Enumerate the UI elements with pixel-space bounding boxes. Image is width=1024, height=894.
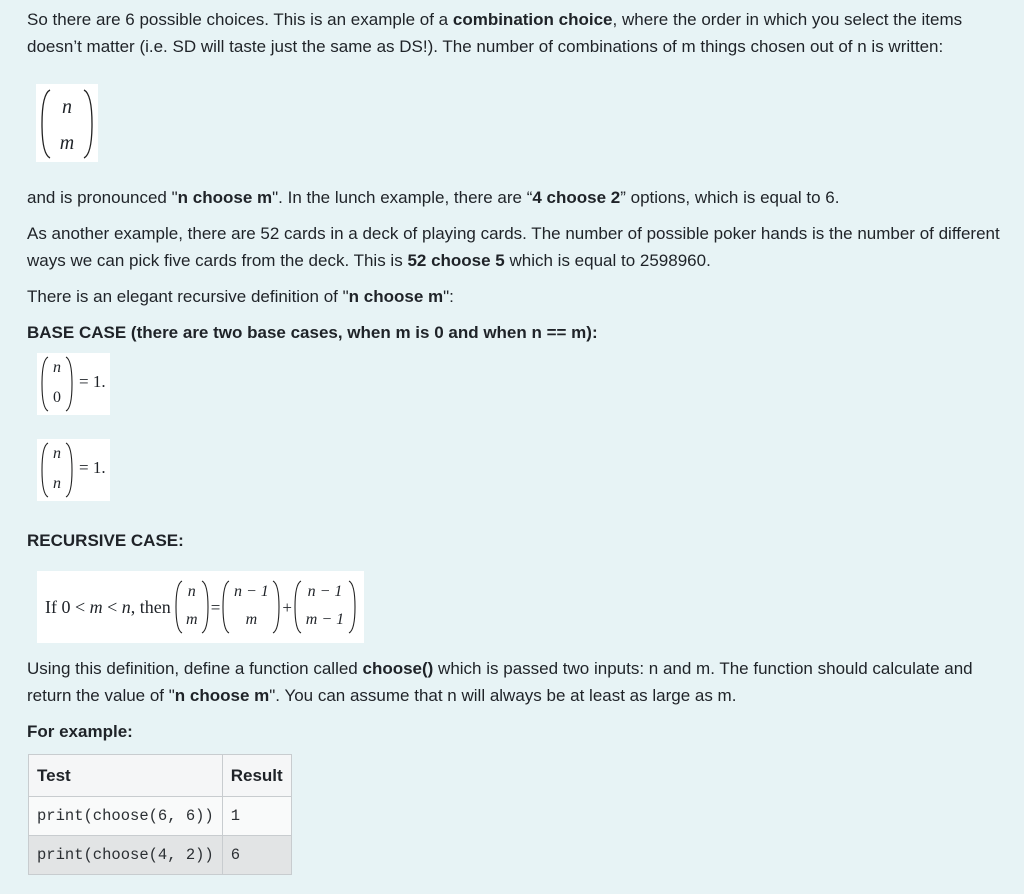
binom-bottom: m	[245, 611, 258, 628]
example-heading	[27, 718, 1014, 745]
right-paren	[201, 579, 209, 635]
var-n: n	[121, 596, 131, 617]
bold-term: 4 choose 2	[532, 188, 621, 207]
left-paren	[175, 579, 183, 635]
column-header-result: Result	[222, 755, 291, 797]
bold-term: choose()	[362, 659, 434, 678]
example-table	[28, 754, 292, 875]
binom-bottom: 0	[53, 389, 61, 406]
binom-bottom: m	[59, 132, 75, 154]
text-span: ". You can assume that n will always be at least as large as m.	[269, 686, 737, 705]
column-header-test: Test	[29, 755, 223, 797]
right-paren	[272, 579, 280, 635]
heading-text: RECURSIVE CASE:	[27, 531, 184, 550]
table-row	[29, 797, 292, 836]
left-paren	[41, 441, 49, 499]
table-row	[29, 836, 292, 875]
binomial-lhs	[175, 579, 209, 635]
binom-top: n − 1	[307, 583, 343, 600]
task-paragraph	[27, 655, 1014, 709]
bold-term: n choose m	[177, 188, 273, 207]
equals-sign: =	[210, 597, 221, 617]
var-m: m	[89, 596, 103, 617]
binom-bottom: m	[186, 611, 198, 628]
text-span: ":	[443, 287, 454, 306]
pronunciation-paragraph	[27, 184, 1014, 211]
base-case-heading	[27, 319, 1014, 346]
text-span: Using this definition, define a function called	[27, 659, 363, 678]
binom-top: n	[53, 359, 61, 376]
binom-bottom: n	[53, 475, 61, 492]
equals-one: = 1.	[79, 457, 106, 477]
binom-bottom: m − 1	[305, 611, 345, 628]
poker-example-paragraph	[27, 220, 1014, 274]
text-span: which is equal to 2598960.	[504, 251, 711, 270]
binomial-n-choose-0	[41, 355, 73, 413]
right-paren	[348, 579, 356, 635]
equals-one: = 1.	[79, 371, 106, 391]
left-paren	[40, 88, 52, 160]
left-paren	[222, 579, 230, 635]
text-span: If 0 <	[45, 596, 90, 617]
text-span: <	[102, 596, 122, 617]
left-paren	[41, 355, 49, 413]
result-cell: 1	[222, 797, 291, 836]
binom-top: n	[53, 445, 61, 462]
text-span: There is an elegant recursive definition of "	[27, 287, 349, 306]
intro-paragraph	[27, 6, 1014, 60]
test-cell: print(choose(4, 2))	[29, 836, 223, 875]
recursive-intro-paragraph	[27, 283, 1014, 310]
binom-top: n	[62, 96, 72, 118]
right-paren	[82, 88, 94, 160]
binom-top: n	[187, 583, 196, 600]
text-span: and is pronounced "	[27, 188, 178, 207]
binom-top: n − 1	[233, 583, 269, 600]
test-cell: print(choose(6, 6))	[29, 797, 223, 836]
text-span: So there are 6 possible choices. This is an example of a	[27, 10, 453, 29]
binomial-n-choose-n	[41, 441, 73, 499]
table-header-row	[29, 755, 292, 797]
binomial-term-2	[294, 579, 356, 635]
text-span: , then	[130, 596, 171, 617]
left-paren	[294, 579, 302, 635]
base-case-2-image	[37, 439, 110, 501]
base-case-1-image	[37, 353, 110, 415]
bold-term: n choose m	[174, 686, 270, 705]
text-span: As another example, there are 52 cards in a deck of playing cards. The number of possible poker hands is the number of different ways we can pick five cards from the deck. This is	[27, 224, 1000, 270]
text-span: ". In the lunch example, there are “	[272, 188, 533, 207]
heading-text: BASE CASE (there are two base cases, when m is 0 and when n == m):	[27, 323, 598, 342]
base-cases	[27, 353, 1014, 507]
plus-sign: +	[282, 597, 292, 617]
text-span: , where the order in which you select the items doesn’t matter (i.e. SD will taste just the same as DS!). The number of combinations of m things chosen out of n is written:	[27, 10, 963, 56]
recursive-formula-image	[37, 571, 364, 643]
right-paren	[65, 441, 73, 499]
binomial-n-choose-m	[40, 88, 94, 160]
recursive-case-heading	[27, 527, 1014, 554]
binomial-term-1	[222, 579, 280, 635]
text-span: which is passed two inputs: n and m. The function should calculate and return the value of "	[27, 659, 973, 705]
binomial-formula-image	[36, 84, 98, 162]
bold-term: 52 choose 5	[407, 251, 505, 270]
recursive-condition	[45, 594, 171, 621]
right-paren	[65, 355, 73, 413]
text-span: ” options, which is equal to 6.	[620, 188, 840, 207]
bold-term: n choose m	[348, 287, 444, 306]
bold-term: combination choice	[452, 10, 613, 29]
result-cell: 6	[222, 836, 291, 875]
heading-text: For example:	[27, 722, 133, 741]
